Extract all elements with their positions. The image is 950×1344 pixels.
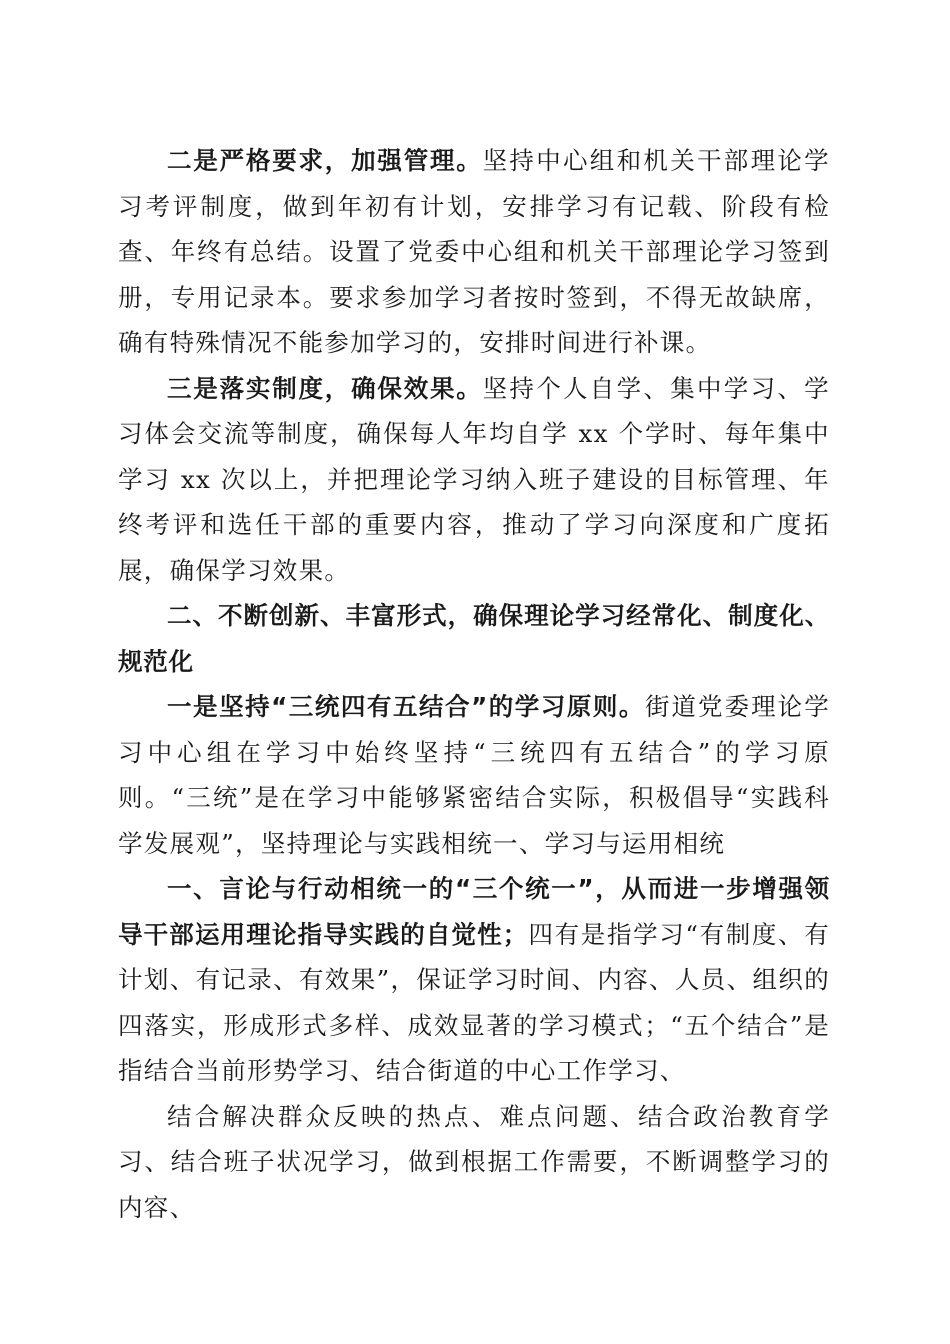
paragraph-three-unities (118, 866, 830, 1094)
paragraph-text: 街道党委理论学习中心组在学习中始终坚持“三统四有五结合”的学习原则。“三统”是在学习中能够紧密结合实际，积极倡导“实践科学发展观”，坚持理论与实践相统一、学习与运用相统 (118, 692, 830, 858)
paragraph-text: 结合解决群众反映的热点、难点问题、结合政治教育学习、结合班子状况学习，做到根据工作需要，不断调整学习的内容、 (118, 1101, 830, 1222)
paragraph-lead: 二是严格要求，加强管理。 (167, 146, 483, 175)
paragraph-lead: 一是坚持“三统四有五结合”的学习原则。 (167, 692, 645, 721)
paragraph-combinations (118, 1094, 830, 1231)
paragraph-lead: 三是落实制度，确保效果。 (167, 373, 483, 403)
section-heading: 二、不断创新、丰富形式，确保理论学习经常化、制度化、规范化 (118, 601, 830, 676)
paragraph-strict-management (118, 138, 830, 366)
paragraph-text: 坚持中心组和机关干部理论学习考评制度，做到年初有计划，安排学习有记载、阶段有检查、年终有总结。设置了党委中心组和机关干部理论学习签到册，专用记录本。要求参加学习者按时签到，不得无故缺席，确有特殊情况不能参加学习的，安排时间进行补课。 (118, 146, 830, 357)
paragraph-lead: 一、言论与行动相统一的“三个统一”，从而进一步增强领导干部运用理论指导实践的自觉性； (118, 874, 830, 949)
document-body (118, 138, 830, 1230)
paragraph-learning-principle (118, 684, 830, 866)
paragraph-text: 四有是指学习“有制度、有计划、有记录、有效果”，保证学习时间、内容、人员、组织的四落实，形成形式多样、成效显著的学习模式；“五个结合”是指结合当前形势学习、结合街道的中心工作学习、 (118, 919, 830, 1085)
paragraph-text: 坚持个人自学、集中学习、学习体会交流等制度，确保每人年均自学 xx 个学时、每年集中学习 xx 次以上，并把理论学习纳入班子建设的目标管理、年终考评和选任干部的重要内容，推动了学习向深度和广度拓展，确保学习效果。 (118, 373, 830, 585)
paragraph-implement-system (118, 366, 830, 594)
